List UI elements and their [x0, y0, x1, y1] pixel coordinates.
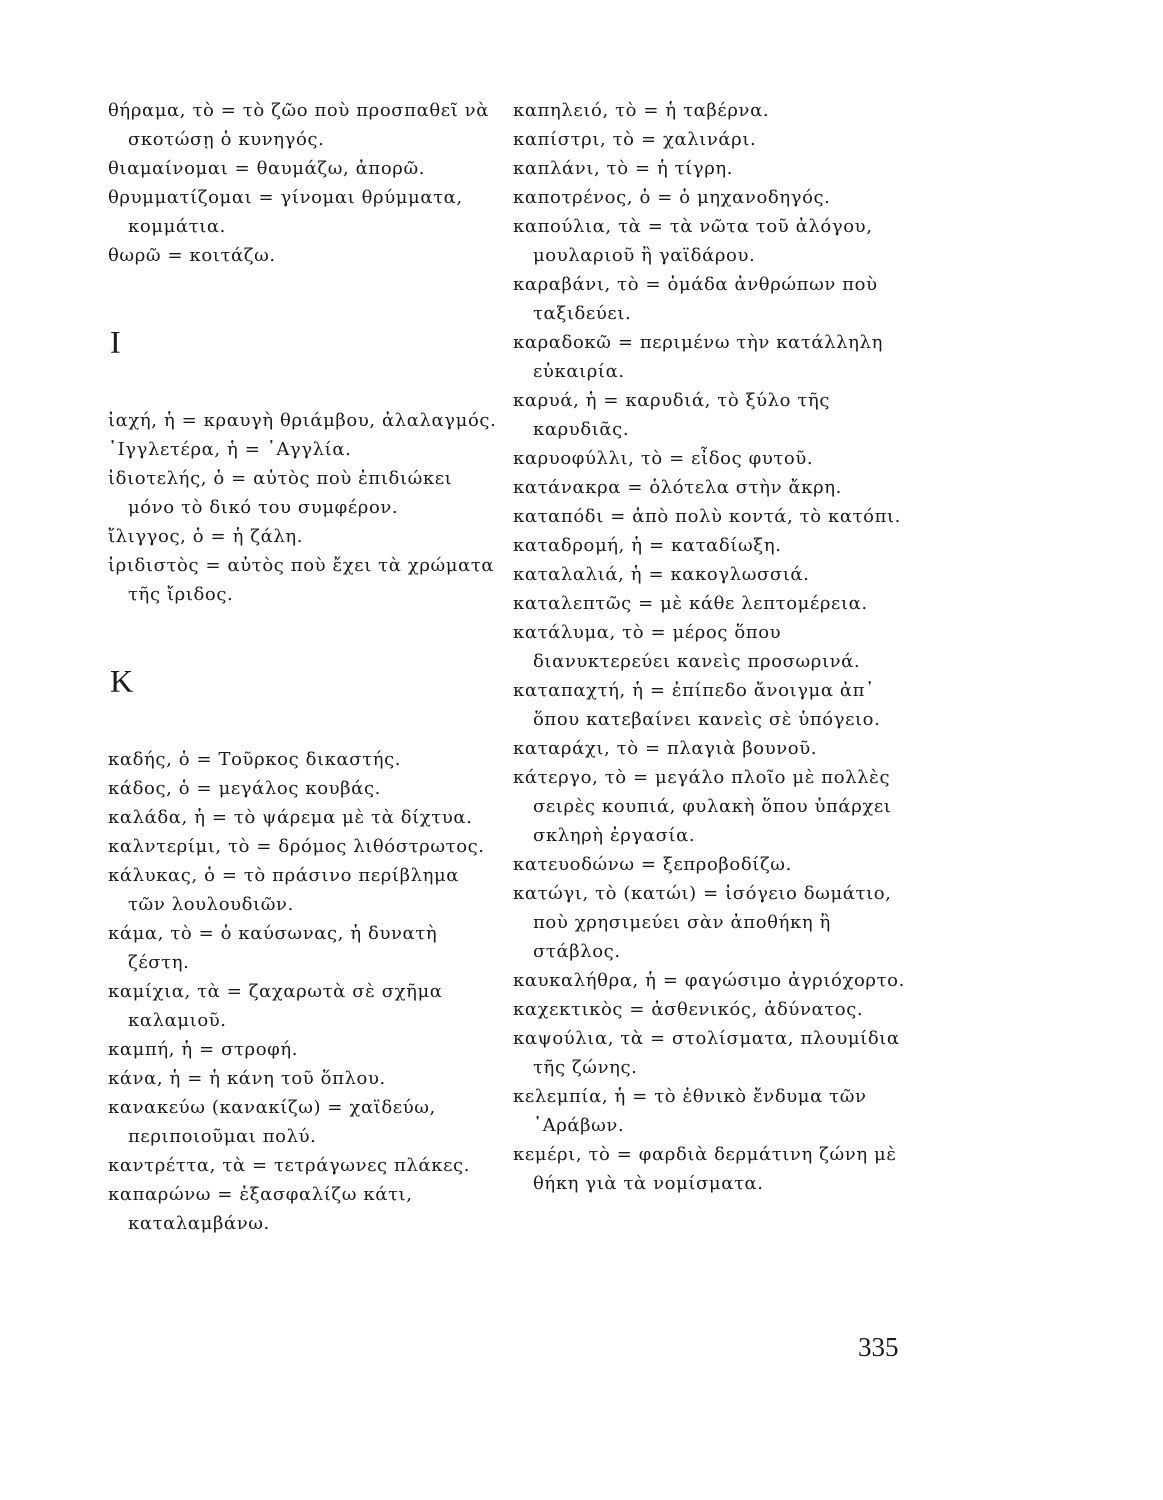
dictionary-entry: κάλυκας, ὁ = τὸ πράσινο περίβλημα τῶν λουλουδιῶν.: [108, 865, 460, 915]
entries-th: [108, 96, 498, 270]
dictionary-entry: κάδος, ὁ = μεγάλος κουβάς.: [108, 778, 381, 799]
dictionary-entry: καραδοκῶ = περιμένω τὴν κατάλληλη εὐκαιρία.: [513, 332, 883, 382]
dictionary-entry: κατώγι, τὸ (κατώι) = ἰσόγειο δωμάτιο, ποὺ χρησιμεύει σὰν ἀποθήκη ἢ στάβλος.: [513, 883, 892, 962]
dictionary-entry: καποτρένος, ὁ = ὁ μηχανοδηγός.: [513, 187, 831, 208]
dictionary-entry: θρυμματίζομαι = γίνομαι θρύμματα, κομμάτια.: [108, 187, 463, 237]
entries-k-continued: [513, 96, 908, 1198]
dictionary-entry: καπλάνι, τὸ = ἡ τίγρη.: [513, 158, 734, 179]
section-letter-i: Ι: [110, 324, 121, 360]
dictionary-entry: καταπόδι = ἀπὸ πολὺ κοντά, τὸ κατόπι.: [513, 506, 902, 527]
dictionary-entry: καταδρομή, ἡ = καταδίωξη.: [513, 535, 782, 556]
dictionary-entry: καταράχι, τὸ = πλαγιὰ βουνοῦ.: [513, 738, 818, 759]
dictionary-entry: κάνα, ἡ = ἡ κάνη τοῦ ὅπλου.: [108, 1068, 386, 1089]
dictionary-entry: ᾿Ιγγλετέρα, ἡ = ᾿Αγγλία.: [108, 439, 352, 460]
section-letter-k: Κ: [110, 663, 134, 699]
dictionary-entry: καχεκτικὸς = ἀσθενικός, ἀδύνατος.: [513, 999, 864, 1020]
dictionary-entry: ἰδιοτελής, ὁ = αὐτὸς ποὺ ἐπιδιώκει μόνο τὸ δικό του συμφέρον.: [108, 468, 453, 518]
dictionary-entry: ἴλιγγος, ὁ = ἡ ζάλη.: [108, 526, 304, 547]
dictionary-entry: καδής, ὁ = Τοῦρκος δικαστής.: [108, 749, 402, 770]
left-column: [108, 96, 498, 1238]
dictionary-entry: καντρέττα, τὰ = τετράγωνες πλάκες.: [108, 1155, 471, 1176]
dictionary-entry: θήραμα, τὸ = τὸ ζῶο ποὺ προσπαθεῖ νὰ σκοτώσῃ ὁ κυνηγός.: [108, 100, 489, 150]
dictionary-entry: καυκαλήθρα, ἡ = φαγώσιμο ἀγριόχορτο.: [513, 970, 905, 991]
dictionary-entry: θωρῶ = κοιτάζω.: [108, 245, 276, 266]
dictionary-entry: καταπαχτή, ἡ = ἐπίπεδο ἄνοιγμα ἀπ᾿ ὅπου κατεβαίνει κανεὶς σὲ ὑπόγειο.: [513, 680, 881, 730]
dictionary-entry: καραβάνι, τὸ = ὁμάδα ἀνθρώπων ποὺ ταξιδεύει.: [513, 274, 878, 324]
right-column: [513, 96, 908, 1198]
dictionary-entry: ἰαχή, ἡ = κραυγὴ θριάμβου, ἀλαλαγμός.: [108, 410, 497, 431]
dictionary-entry: ἰριδιστὸς = αὐτὸς ποὺ ἔχει τὰ χρώματα τῆς ἴριδος.: [108, 555, 495, 605]
dictionary-entry: θιαμαίνομαι = θαυμάζω, ἀπορῶ.: [108, 158, 426, 179]
dictionary-entry: κατάνακρα = ὁλότελα στὴν ἄκρη.: [513, 477, 842, 498]
dictionary-entry: καλάδα, ἡ = τὸ ψάρεμα μὲ τὰ δίχτυα.: [108, 807, 473, 828]
dictionary-entry: κάτεργο, τὸ = μεγάλο πλοῖο μὲ πολλὲς σειρὲς κουπιά, φυλακὴ ὅπου ὑπάρχει σκληρὴ ἐργασία.: [513, 767, 892, 846]
dictionary-entry: κάμα, τὸ = ὁ καύσωνας, ἡ δυνατὴ ζέστη.: [108, 923, 438, 973]
dictionary-entry: κανακεύω (κανακίζω) = χαϊδεύω, περιποιοῦμαι πολύ.: [108, 1097, 436, 1147]
dictionary-entry: κεμέρι, τὸ = φαρδιὰ δερμάτινη ζώνη μὲ θήκη γιὰ τὰ νομίσματα.: [513, 1144, 897, 1194]
dictionary-entry: κελεμπία, ἡ = τὸ ἐθνικὸ ἔνδυμα τῶν ᾿Αράβων.: [513, 1086, 867, 1136]
dictionary-entry: καταλεπτῶς = μὲ κάθε λεπτομέρεια.: [513, 593, 868, 614]
dictionary-entry: κατευοδώνω = ξεπροβοδίζω.: [513, 854, 792, 875]
dictionary-entry: καρυοφύλλι, τὸ = εἶδος φυτοῦ.: [513, 448, 814, 469]
dictionary-entry: καπούλια, τὰ = τὰ νῶτα τοῦ ἀλόγου, μουλαριοῦ ἢ γαϊδάρου.: [513, 216, 873, 266]
dictionary-entry: κατάλυμα, τὸ = μέρος ὅπου διανυκτερεύει κανεὶς προσωρινά.: [513, 622, 861, 672]
entries-i: [108, 406, 498, 609]
dictionary-entry: καπηλειό, τὸ = ἡ ταβέρνα.: [513, 100, 770, 121]
dictionary-entry: καψούλια, τὰ = στολίσματα, πλουμίδια τῆς ζώνης.: [513, 1028, 900, 1078]
dictionary-entry: καπαρώνω = ἐξασφαλίζω κάτι, καταλαμβάνω.: [108, 1184, 413, 1234]
dictionary-entry: καλντερίμι, τὸ = δρόμος λιθόστρωτος.: [108, 836, 485, 857]
entries-k: [108, 745, 498, 1238]
dictionary-entry: καταλαλιά, ἡ = κακογλωσσιά.: [513, 564, 810, 585]
dictionary-entry: καπίστρι, τὸ = χαλινάρι.: [513, 129, 757, 150]
dictionary-entry: καρυά, ἡ = καρυδιά, τὸ ξύλο τῆς καρυδιᾶς.: [513, 390, 831, 440]
dictionary-entry: καμπή, ἡ = στροφή.: [108, 1039, 299, 1060]
page-number: 335: [858, 1332, 899, 1362]
dictionary-entry: καμίχια, τὰ = ζαχαρωτὰ σὲ σχῆμα καλαμιοῦ.: [108, 981, 443, 1031]
